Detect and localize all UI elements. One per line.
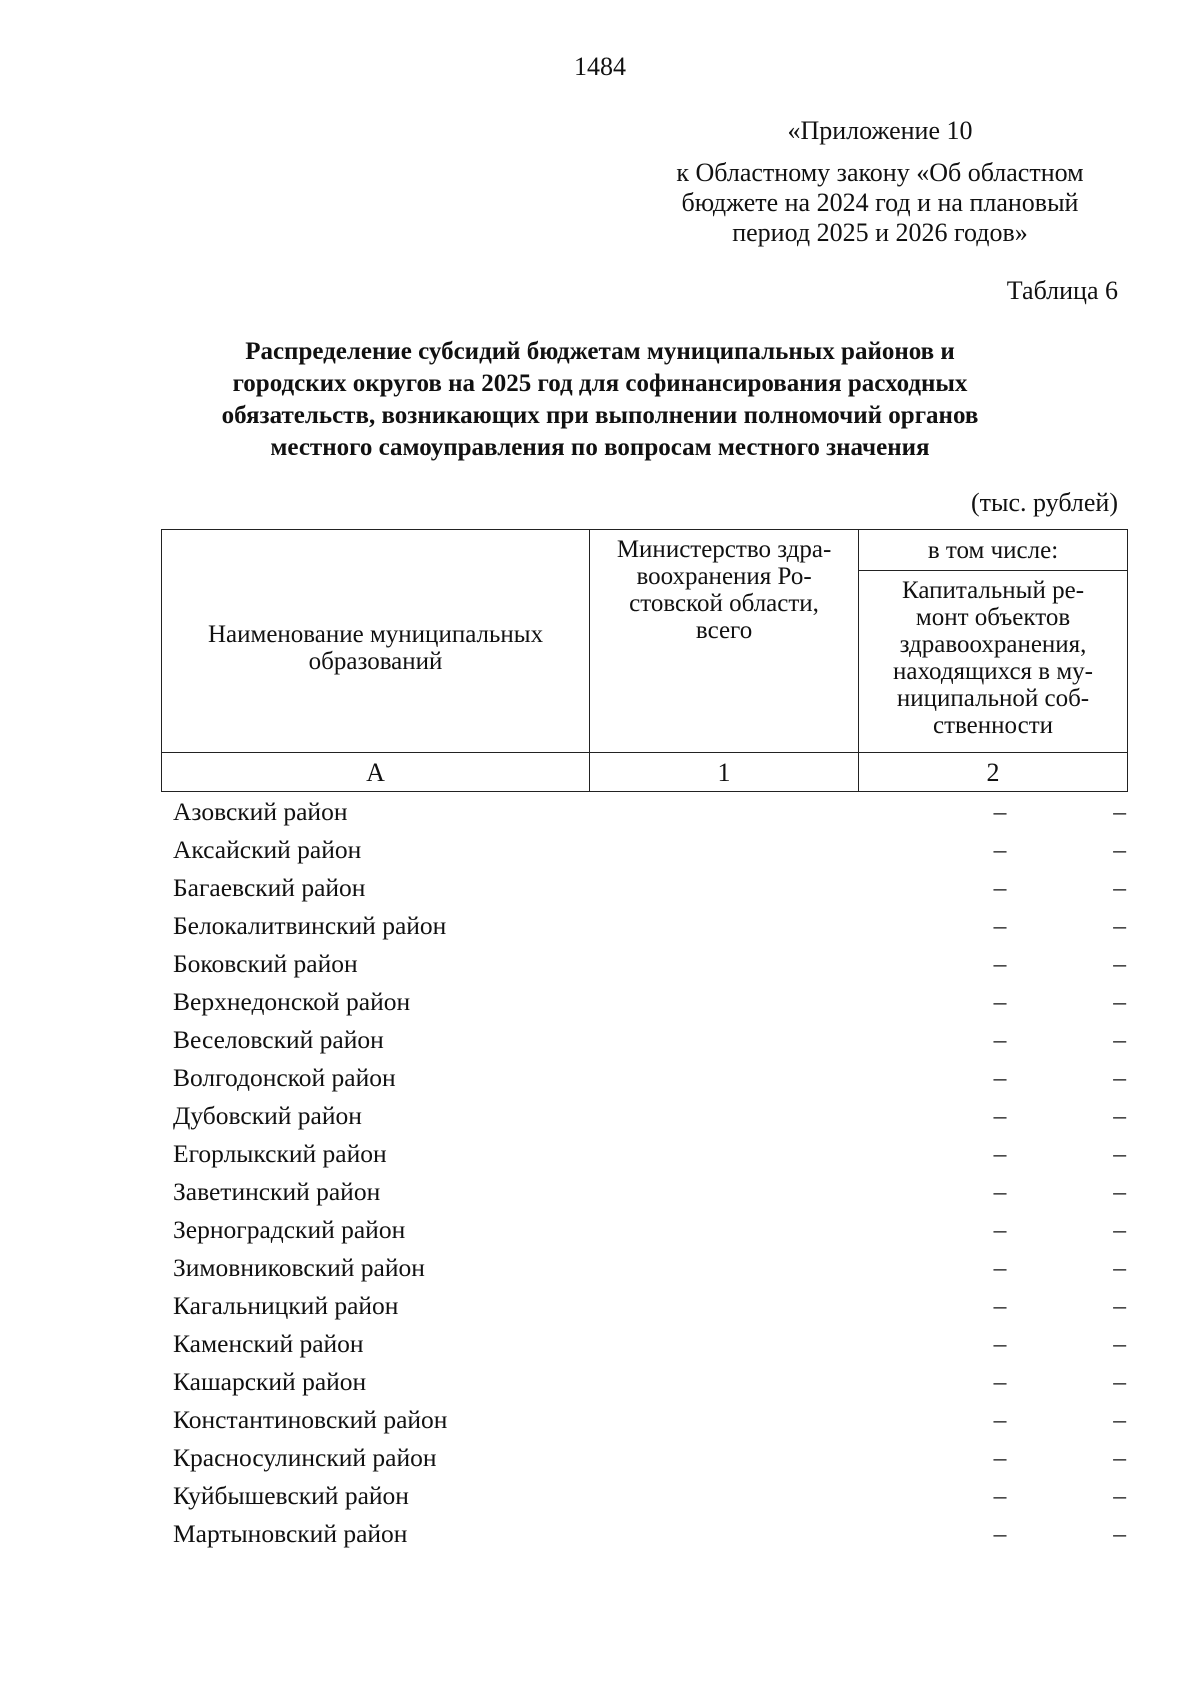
municipality-name: Дубовский район — [173, 1101, 362, 1130]
ministry-total-value: – — [993, 1405, 1007, 1434]
appendix-subtitle-line: период 2025 и 2026 годов» — [732, 218, 1028, 247]
table-row — [161, 835, 1128, 873]
column-index-row — [162, 753, 1128, 792]
header-ministry-cell — [590, 530, 859, 753]
capital-repair-value: – — [1113, 1405, 1126, 1434]
header-including-cell: в том числе: — [859, 530, 1128, 571]
header-ministry-line: воохранения Ро- — [636, 563, 812, 590]
ministry-total-value: – — [993, 987, 1007, 1016]
municipality-name: Егорлыкский район — [173, 1139, 387, 1168]
ministry-total-value: – — [993, 1443, 1007, 1472]
capital-repair-value: – — [1113, 949, 1126, 978]
header-capital-cell — [859, 571, 1128, 753]
appendix-subtitle — [660, 158, 1100, 248]
appendix-subtitle-line: к Областному закону «Об областном — [676, 158, 1084, 187]
municipality-name: Кагальницкий район — [173, 1291, 399, 1320]
ministry-total-value: – — [993, 1101, 1007, 1130]
municipality-name: Аксайский район — [173, 835, 362, 864]
title-line: местного самоуправления по вопросам местного значения — [270, 434, 930, 461]
table-label: Таблица 6 — [1006, 276, 1118, 305]
municipality-name: Боковский район — [173, 949, 358, 978]
capital-repair-value: – — [1113, 835, 1126, 864]
capital-repair-value: – — [1113, 1291, 1126, 1320]
capital-repair-value: – — [1113, 1063, 1126, 1092]
header-capital-line: здравоохранения, — [899, 631, 1087, 658]
capital-repair-value: – — [1113, 1139, 1126, 1168]
page-number: 1484 — [574, 52, 626, 81]
ministry-total-value: – — [993, 1481, 1007, 1510]
municipality-name: Веселовский район — [173, 1025, 384, 1054]
ministry-total-value: – — [993, 873, 1007, 902]
header-capital-line: Капитальный ре- — [902, 577, 1085, 604]
table-row — [161, 1367, 1128, 1405]
ministry-total-value: – — [993, 1367, 1007, 1396]
municipality-name: Белокалитвинский район — [173, 911, 447, 940]
units-label: (тыс. рублей) — [970, 488, 1118, 517]
municipality-name: Зимовниковский район — [173, 1253, 425, 1282]
municipality-name: Константиновский район — [173, 1405, 448, 1434]
table-row — [161, 1519, 1128, 1557]
ministry-total-value: – — [993, 1025, 1007, 1054]
capital-repair-value: – — [1113, 1101, 1126, 1130]
title-line: городских округов на 2025 год для софинансирования расходных — [232, 370, 968, 397]
table-header — [161, 529, 1128, 792]
ministry-total-value: – — [993, 835, 1007, 864]
ministry-total-value: – — [993, 1063, 1007, 1092]
table-row — [161, 911, 1128, 949]
table-row — [161, 987, 1128, 1025]
table-row — [161, 1177, 1128, 1215]
table-row — [161, 1139, 1128, 1177]
table-row — [161, 1443, 1128, 1481]
table-row — [161, 873, 1128, 911]
ministry-total-value: – — [993, 1177, 1007, 1206]
municipality-name: Верхнедонской район — [173, 987, 411, 1016]
ministry-total-value: – — [993, 1291, 1007, 1320]
municipality-name: Зерноградский район — [173, 1215, 406, 1244]
municipality-name: Волгодонской район — [173, 1063, 396, 1092]
ministry-total-value: – — [993, 1139, 1007, 1168]
appendix-subtitle-line: бюджете на 2024 год и на плановый — [681, 188, 1079, 217]
municipality-name: Кашарский район — [173, 1367, 367, 1396]
appendix-title: «Приложение 10 — [787, 116, 973, 145]
document-title — [150, 336, 1050, 464]
table-row — [161, 1215, 1128, 1253]
table-row — [161, 1481, 1128, 1519]
ministry-total-value: – — [993, 949, 1007, 978]
municipality-name: Заветинский район — [173, 1177, 381, 1206]
table-row — [161, 949, 1128, 987]
header-ministry-line: Министерство здра- — [616, 536, 832, 563]
table-row — [161, 1063, 1128, 1101]
header-name-cell — [162, 530, 590, 753]
table-row — [161, 1025, 1128, 1063]
capital-repair-value: – — [1113, 987, 1126, 1016]
table-body — [161, 797, 1128, 1557]
municipality-name: Каменский район — [173, 1329, 364, 1358]
header-name-line: Наименование муниципальных — [207, 621, 544, 648]
ministry-total-value: – — [993, 1253, 1007, 1282]
column-index-1: 1 — [590, 753, 859, 792]
capital-repair-value: – — [1113, 1329, 1126, 1358]
column-index-2: 2 — [859, 753, 1128, 792]
ministry-total-value: – — [993, 797, 1007, 826]
municipality-name: Мартыновский район — [173, 1519, 408, 1548]
ministry-total-value: – — [993, 1329, 1007, 1358]
capital-repair-value: – — [1113, 1025, 1126, 1054]
ministry-total-value: – — [993, 911, 1007, 940]
municipality-name: Куйбышевский район — [173, 1481, 409, 1510]
municipality-name: Багаевский район — [173, 873, 366, 902]
table-row — [161, 1253, 1128, 1291]
capital-repair-value: – — [1113, 911, 1126, 940]
capital-repair-value: – — [1113, 1367, 1126, 1396]
municipality-name: Красносулинский район — [173, 1443, 437, 1472]
ministry-total-value: – — [993, 1215, 1007, 1244]
capital-repair-value: – — [1113, 1481, 1126, 1510]
ministry-total-value: – — [993, 1519, 1007, 1548]
appendix-block — [660, 116, 1100, 248]
capital-repair-value: – — [1113, 1177, 1126, 1206]
capital-repair-value: – — [1113, 1519, 1126, 1548]
table-row — [161, 1291, 1128, 1329]
table-row — [161, 1101, 1128, 1139]
header-name-line: образований — [308, 648, 443, 675]
title-line: обязательств, возникающих при выполнении полномочий органов — [221, 402, 979, 429]
capital-repair-value: – — [1113, 1253, 1126, 1282]
header-capital-line: ниципальной соб- — [896, 685, 1090, 712]
header-ministry-line: стовской области, — [629, 590, 819, 617]
header-capital-line: находящихся в му- — [893, 658, 1093, 685]
header-capital-line: ственности — [932, 712, 1054, 739]
capital-repair-value: – — [1113, 1215, 1126, 1244]
table-row — [161, 1329, 1128, 1367]
capital-repair-value: – — [1113, 873, 1126, 902]
header-ministry-line: всего — [695, 617, 753, 644]
capital-repair-value: – — [1113, 797, 1126, 826]
municipality-name: Азовский район — [173, 797, 348, 826]
column-index-a: А — [162, 753, 590, 792]
capital-repair-value: – — [1113, 1443, 1126, 1472]
title-line: Распределение субсидий бюджетам муниципальных районов и — [245, 338, 955, 365]
table-row — [161, 1405, 1128, 1443]
header-capital-line: монт объектов — [915, 604, 1071, 631]
table-row — [161, 797, 1128, 835]
